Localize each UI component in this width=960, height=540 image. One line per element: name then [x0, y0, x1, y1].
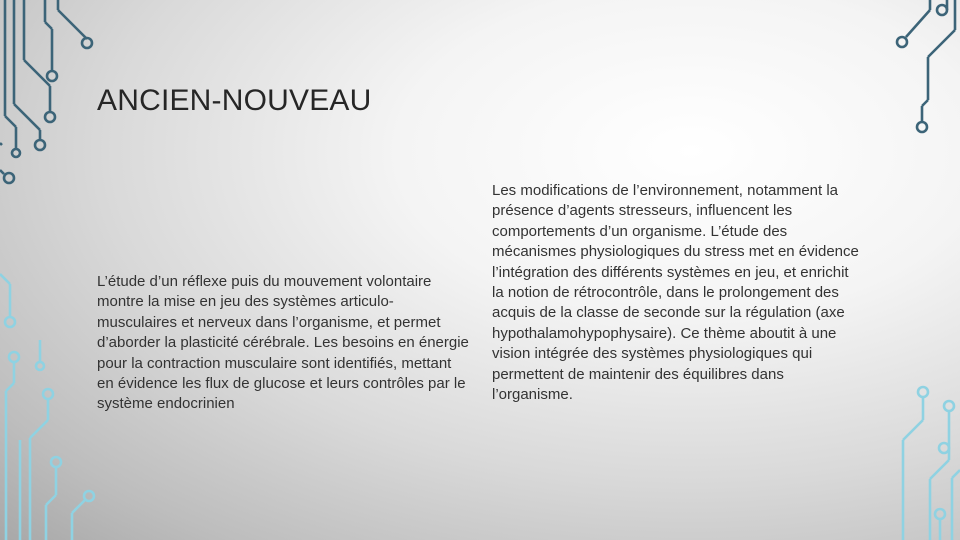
slide-title: ANCIEN-NOUVEAU	[97, 84, 372, 117]
circuit-top-right	[897, 0, 955, 132]
right-paragraph: Les modifications de l’environnement, notamment la présence d’agents stresseurs, influencent les comportements d’un organisme. L’étude des mécanismes physiologiques du stress met en évidence l’intégration des différents systèmes en jeu, et enrichit la notion de rétrocontrôle, dans le prolongement des acquis de la classe de seconde sur la régulation (axe hypothalamohypophysaire). Ce thème aboutit à une vision intégrée des systèmes physiologiques qui permettent de maintenir des équilibres dans l’organisme.	[492, 182, 859, 404]
left-paragraph: L’étude d’un réflexe puis du mouvement volontaire montre la mise en jeu des systèmes articulo-musculaires et nerveux dans l’organisme, et permet d’aborder la plasticité cérébrale. Les besoins en énergie pour la contraction musculaire sont identifiés, mettant en évidence les flux de glucose et leurs contrôles par le système endocrinien	[97, 273, 469, 413]
circuit-bottom-right	[903, 387, 960, 540]
circuit-top-left	[0, 0, 92, 183]
circuit-bottom-left	[0, 274, 94, 540]
